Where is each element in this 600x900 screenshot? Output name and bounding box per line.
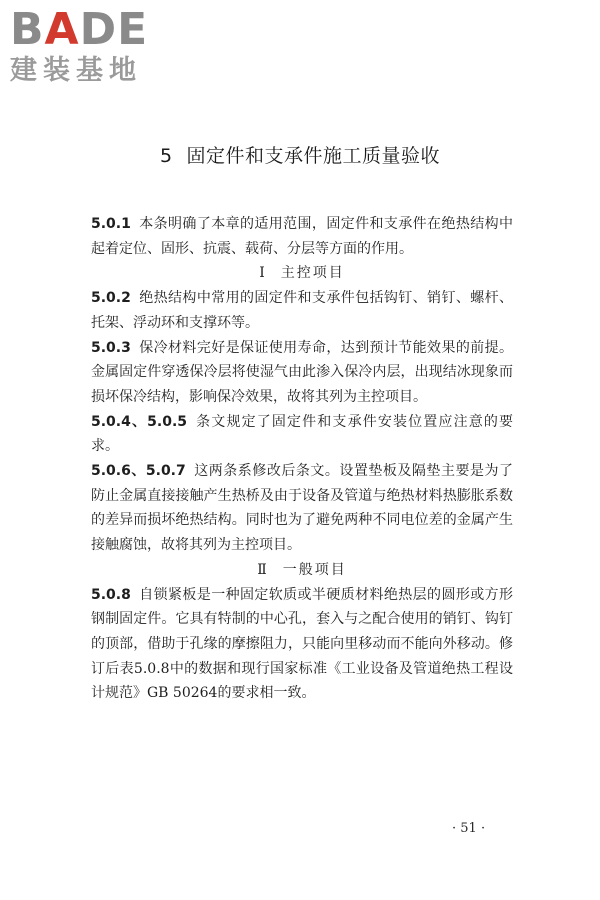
logo-letter-a: A bbox=[44, 4, 80, 55]
clause-text: 保冷材料完好是保证使用寿命，达到预计节能效果的前提。金属固定件穿透保冷层将使湿气由此渗入保冷内层，出现结冰现象而损坏保冷结构，影响保冷效果，故将其列为主控项目。 bbox=[91, 339, 513, 405]
clause-text: 这两条系修改后条文。设置垫板及隔垫主要是为了防止金属直接接触产生热桥及由于设备及管道与绝热材料热膨胀系数的差异而损坏绝热结构。同时也为了避免两种不同电位差的金属产生接触腐蚀，故将其列为主控项目。 bbox=[91, 463, 513, 554]
section-heading-main bbox=[91, 261, 513, 286]
section-roman-numeral: Ⅱ bbox=[257, 561, 269, 578]
section-roman-numeral: Ⅰ bbox=[259, 265, 267, 282]
logo-letters-de: DE bbox=[79, 4, 149, 55]
clause-paragraph bbox=[91, 459, 513, 558]
clause-number: 5.0.3 bbox=[91, 339, 131, 356]
clause-paragraph bbox=[91, 583, 513, 707]
clause-text: 本条明确了本章的适用范围，固定件和支承件在绝热结构中起着定位、固形、抗震、载荷、分层等方面的作用。 bbox=[91, 216, 513, 257]
clause-number: 5.0.6、5.0.7 bbox=[91, 463, 186, 480]
section-title: 主控项目 bbox=[280, 265, 345, 282]
bade-logo bbox=[10, 6, 180, 96]
logo-wordmark bbox=[10, 6, 180, 54]
clause-number: 5.0.4、5.0.5 bbox=[91, 413, 188, 430]
clause-paragraph bbox=[91, 336, 513, 410]
chapter-number: 5 bbox=[159, 145, 173, 167]
clause-text: 绝热结构中常用的固定件和支承件包括钩钉、销钉、螺杆、托架、浮动环和支撑环等。 bbox=[91, 290, 513, 331]
clause-number: 5.0.2 bbox=[91, 290, 131, 307]
page-number: · 51 · bbox=[452, 821, 486, 836]
document-body bbox=[91, 212, 513, 706]
clause-paragraph bbox=[91, 410, 513, 459]
clause-text: 条文规定了固定件和支承件安装位置应注意的要求。 bbox=[91, 413, 513, 455]
chapter-title bbox=[0, 144, 600, 168]
clause-text: 自锁紧板是一种固定软质或半硬质材料绝热层的圆形或方形钢制固定件。它具有特制的中心孔，套入与之配合使用的销钉、钩钉的顶部，借助于孔缘的摩擦阻力，只能向里移动而不能向外移动。修订后表5.0.8中的数据和现行国家标准《工业设备及管道绝热工程设计规范》GB 50264的要求相一致。 bbox=[91, 586, 513, 702]
chapter-title-text: 固定件和支承件施工质量验收 bbox=[186, 145, 441, 167]
logo-letter-b: B bbox=[10, 4, 45, 55]
clause-paragraph bbox=[91, 286, 513, 335]
clause-number: 5.0.1 bbox=[91, 216, 131, 232]
logo-subtitle: 建装基地 bbox=[10, 55, 142, 86]
clause-paragraph bbox=[91, 212, 513, 261]
section-title: 一般项目 bbox=[282, 561, 347, 578]
clause-number: 5.0.8 bbox=[91, 586, 131, 603]
section-heading-general bbox=[91, 558, 513, 583]
